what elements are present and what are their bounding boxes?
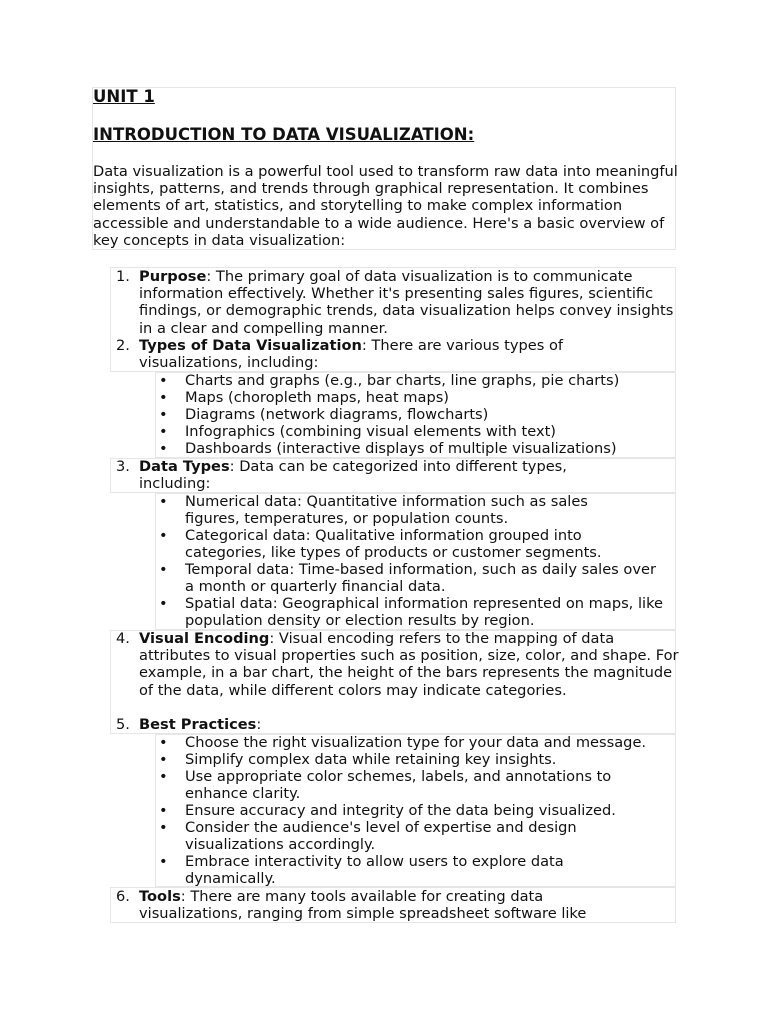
list-item-text: : There are many tools available for creating data visualizations, ranging from simple spreadsheet software like	[139, 888, 587, 923]
bullet-dot: •	[159, 527, 168, 544]
bullet-dot: •	[159, 819, 168, 836]
bullet-item: Use appropriate color schemes, labels, and annotations to enhance clarity.	[185, 768, 612, 803]
bullet-dot: •	[159, 406, 168, 423]
bullet-dot: •	[159, 751, 168, 768]
list-item-data-types	[139, 458, 619, 492]
list-item-term: Tools	[139, 888, 181, 905]
bullet-item: Infographics (combining visual elements with text)	[185, 423, 556, 440]
list-item-term: Types of Data Visualization	[139, 337, 362, 354]
bullet-dot: •	[159, 440, 168, 457]
list-item-text: :	[256, 716, 262, 733]
list-item-types	[139, 337, 609, 371]
list-item-term: Purpose	[139, 268, 207, 285]
list-item-term: Best Practices	[139, 716, 257, 733]
list-item-text: : The primary goal of data visualization is to communicate information effectively. Whether it's presenting sales figures, scientific findings, or demographic trends, data visualization helps convey insights in a clear and compelling manner.	[139, 268, 674, 337]
list-number: 6.	[116, 888, 130, 905]
bullet-dot: •	[159, 595, 168, 612]
list-number: 1.	[116, 268, 130, 285]
list-number: 5.	[116, 716, 130, 733]
bullet-dot: •	[159, 389, 168, 406]
list-item-purpose	[139, 268, 679, 337]
bullet-item: Embrace interactivity to allow users to explore data dynamically.	[185, 853, 564, 888]
bullet-item: Ensure accuracy and integrity of the data being visualized.	[185, 802, 616, 819]
bullet-item: Temporal data: Time-based information, such as daily sales over a month or quarterly financial data.	[185, 561, 656, 596]
bullet-item: Choose the right visualization type for your data and message.	[185, 734, 647, 751]
list-item-tools	[139, 888, 639, 922]
bullet-dot: •	[159, 768, 168, 785]
bullet-dot: •	[159, 734, 168, 751]
bullet-item: Numerical data: Quantitative information such as sales figures, temperatures, or population counts.	[185, 493, 588, 528]
list-item-text: : Visual encoding refers to the mapping of data attributes to visual properties such as position, size, color, and shape. For example, in a bar chart, the height of the bars represents the magnitude of the data, while different colors may indicate categories.	[139, 630, 679, 699]
list-item-text: : There are various types of visualizations, including:	[139, 337, 564, 372]
list-item-term: Visual Encoding	[139, 630, 270, 647]
list-item-text: : Data can be categorized into different types, including:	[139, 458, 567, 493]
bullet-dot: •	[159, 802, 168, 819]
list-item-best-practices	[139, 716, 679, 733]
bullet-dot: •	[159, 493, 168, 510]
bullet-item: Dashboards (interactive displays of multiple visualizations)	[185, 440, 617, 457]
bullet-item: Consider the audience's level of expertise and design visualizations accordingly.	[185, 819, 577, 854]
list-number: 3.	[116, 458, 130, 475]
bullet-dot: •	[159, 423, 168, 440]
list-item-term: Data Types	[139, 458, 230, 475]
bullet-item: Diagrams (network diagrams, flowcharts)	[185, 406, 489, 423]
list-number: 2.	[116, 337, 130, 354]
page-title: INTRODUCTION TO DATA VISUALIZATION:	[93, 125, 475, 144]
bullet-item: Simplify complex data while retaining key insights.	[185, 751, 557, 768]
list-number: 4.	[116, 630, 130, 647]
bullet-dot: •	[159, 561, 168, 578]
bullet-item: Maps (choropleth maps, heat maps)	[185, 389, 450, 406]
unit-title: UNIT 1	[93, 87, 155, 106]
bullet-item: Spatial data: Geographical information represented on maps, like population density or election results by region.	[185, 595, 663, 630]
bullet-dot: •	[159, 853, 168, 870]
list-item-visual-encoding	[139, 630, 679, 699]
bullet-dot: •	[159, 372, 168, 389]
intro-paragraph: Data visualization is a powerful tool used to transform raw data into meaningful insights, patterns, and trends through graphical representation. It combines elements of art, statistics, and storytelling to make complex information accessible and understandable to a wide audience. Here's a basic overview of key concepts in data visualization:	[93, 163, 678, 249]
bullet-item: Charts and graphs (e.g., bar charts, line graphs, pie charts)	[185, 372, 620, 389]
bullet-item: Categorical data: Qualitative information grouped into categories, like types of products or customer segments.	[185, 527, 602, 562]
